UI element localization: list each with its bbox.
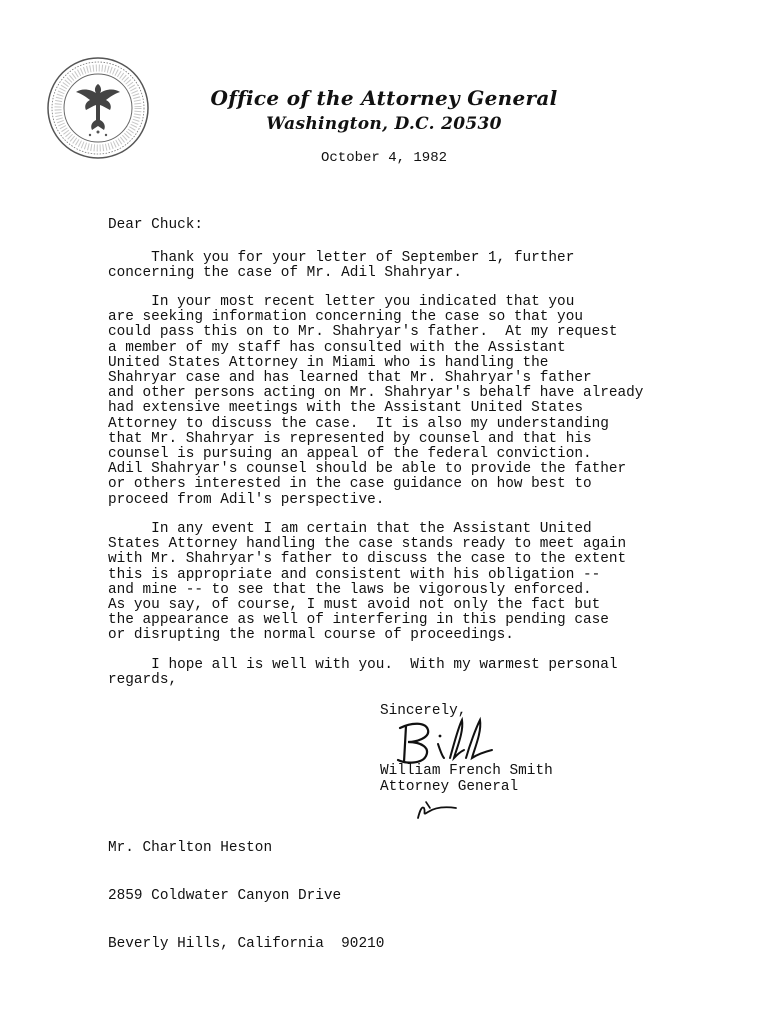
paragraph-2: In your most recent letter you indicated that you are seeking information concerning the case so that you could pass this on to Mr. Shahryar's father. At my request a member of my staff has consulted with the Assistant United States Attorney in Miami who is handling the Shahryar case and has learned that Mr. Shahryar's father and other persons acting on Mr. Shahryar's behalf have already had extensive meetings with the Assistant United States Attorney to discuss the case. It is also my understanding that Mr. Shahryar is represented by counsel and that his counsel is pursuing an appeal of the federal conviction. Adil Shahryar's counsel should be able to provide the father or others interested in the case guidance on how best to proceed from Adil's perspective. <box>108 294 644 508</box>
recipient-name: Mr. Charlton Heston <box>108 840 273 856</box>
closing: Sincerely, <box>380 703 467 719</box>
handwritten-initials <box>412 798 462 822</box>
recipient-street: 2859 Coldwater Canyon Drive <box>108 888 342 904</box>
letterhead-office: Office of the Attorney General <box>210 86 558 110</box>
recipient-address <box>108 808 384 984</box>
paragraph-1: Thank you for your letter of September 1, further concerning the case of Mr. Adil Shahryar. <box>108 250 575 282</box>
doj-seal-icon <box>46 56 150 160</box>
paragraph-3: In any event I am certain that the Assistant United States Attorney handling the case stands ready to meet again with Mr. Shahryar's father to discuss the case to the extent this is appropriate and consistent with his obligation -- and mine -- to see that the laws be vigorously enforced. As you say, of course, I must avoid not only the fact but the appearance as well of interfering in this pending case or disrupting the normal course of proceedings. <box>108 521 627 644</box>
recipient-city: Beverly Hills, California 90210 <box>108 936 385 952</box>
signer-name: William French Smith <box>380 763 553 779</box>
handwritten-signature <box>392 714 502 766</box>
salutation: Dear Chuck: <box>108 217 203 233</box>
signer-title: Attorney General <box>380 778 519 795</box>
paragraph-4: I hope all is well with you. With my warmest personal regards, <box>108 657 618 689</box>
letter-date: October 4, 1982 <box>320 150 448 166</box>
letterhead-city: Washington, D.C. 20530 <box>266 114 502 134</box>
signer-block <box>380 764 553 795</box>
